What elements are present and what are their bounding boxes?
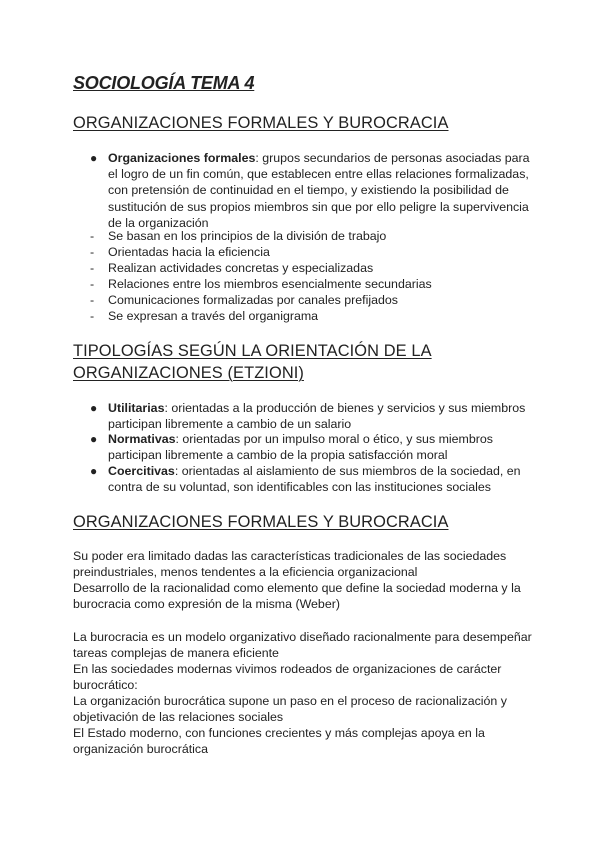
dash-item: - Se expresan a través del organigrama [90,309,319,323]
section-heading-organizaciones-formales: ORGANIZACIONES FORMALES Y BUROCRACIA [73,114,449,132]
bullet-term: Organizaciones formales [108,151,256,165]
bullet-dot-icon: ● [90,464,98,478]
dash-item: - Orientadas hacia la eficiencia [90,245,270,259]
paragraph: En las sociedades modernas vivimos rodeados de organizaciones de carácter burocrático: [73,662,502,693]
dash-item: - Se basan en los principios de la división de trabajo [90,229,387,243]
paragraph: La organización burocrática supone un paso en el proceso de racionalización y objetivación de las relaciones sociales [73,694,507,725]
bullet-utilitarias: ● Utilitarias: orientadas a la producción de bienes y servicios y sus miembros participan libremente a cambio de un salario [90,401,526,432]
paragraph: El Estado moderno, con funciones crecientes y más complejas apoya en la organización burocrática [73,726,485,757]
document-title: SOCIOLOGÍA TEMA 4 [73,73,255,93]
section-heading-tipologias: TIPOLOGÍAS SEGÚN LA ORIENTACIÓN DE LA ORGANIZACIONES (ETZIONI) [73,342,432,382]
dash-item: - Relaciones entre los miembros esencialmente secundarias [90,277,432,291]
bullet-normativas: ● Normativas: orientadas por un impulso moral o ético, y sus miembros participan libremente a cambio de la propia satisfacción moral [90,432,493,463]
bullet-dot-icon: ● [90,432,98,446]
bullet-text: : grupos secundarios de personas asociadas para el logro de un fin común, que establecen entre ellas relaciones formalizadas, con pretensión de continuidad en el tiempo, y existiendo la posibilidad de sustitución de sus propios miembros sin que por ello peligre la supervivencia de la organización [108,151,530,230]
dash-item: - Comunicaciones formalizadas por canales prefijados [90,293,398,307]
bullet-dot-icon: ● [90,151,98,165]
paragraph: La burocracia es un modelo organizativo diseñado racionalmente para desempeñar tareas complejas de manera eficiente [73,630,532,661]
paragraph: Desarrollo de la racionalidad como elemento que define la sociedad moderna y la burocracia como expresión de la misma (Weber) [73,581,521,612]
paragraph: Su poder era limitado dadas las características tradicionales de las sociedades preindustriales, menos tendentes a la eficiencia organizacional [73,549,507,580]
bullet-coercitivas: ● Coercitivas: orientadas al aislamiento de sus miembros de la sociedad, en contra de su voluntad, son identificables con las instituciones sociales [90,464,521,495]
bullet-organizaciones-formales [90,150,530,231]
section-heading-burocracia: ORGANIZACIONES FORMALES Y BUROCRACIA [73,513,449,531]
dash-item: - Realizan actividades concretas y especializadas [90,261,374,275]
bullet-dot-icon: ● [90,401,98,415]
